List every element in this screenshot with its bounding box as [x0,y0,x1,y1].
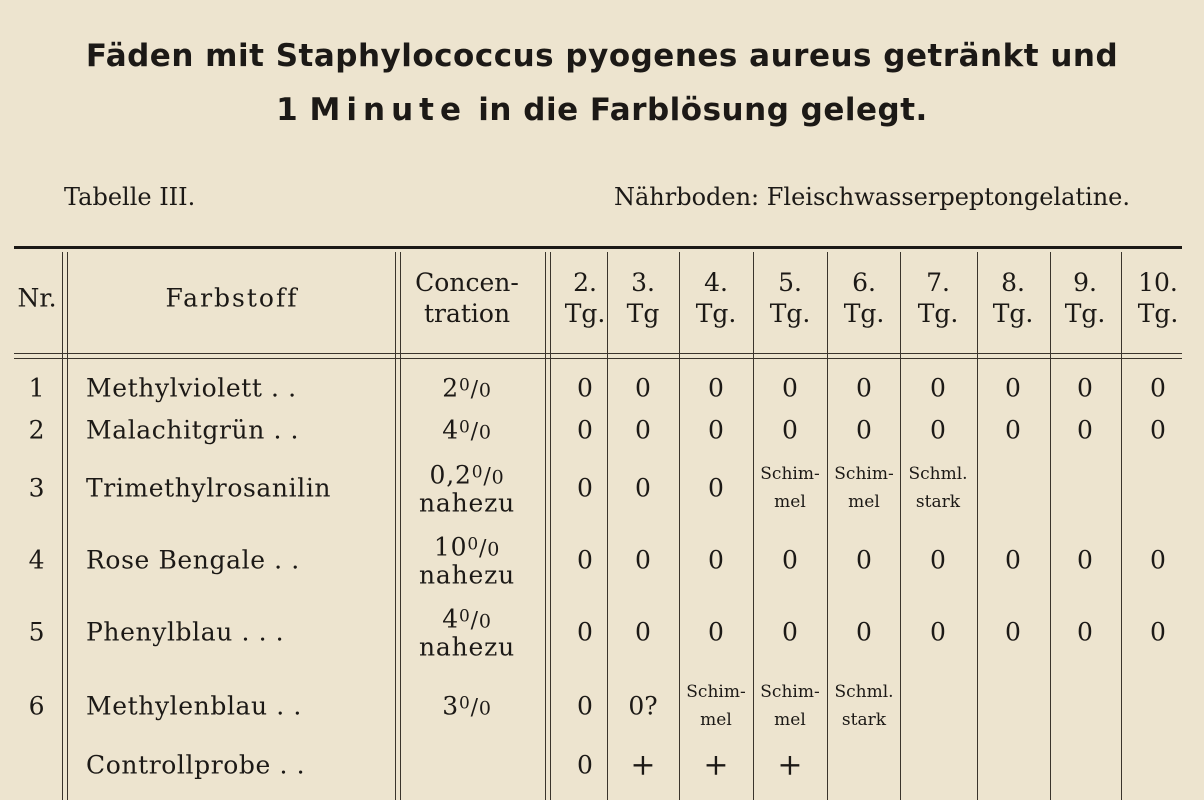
day-6-observation: Schim- mel [834,464,894,512]
dye-name: Controllprobe . . [86,750,306,780]
day-8-value: 0 [1005,617,1021,647]
column-divider [607,252,608,800]
culture-medium-label: Nährboden: Fleischwasserpeptongelatine. [613,183,1130,211]
day-6-observation: Schml. stark [834,682,894,730]
concentration-value: $4^0/0$ [442,415,492,445]
day-7-value: 0 [930,415,946,445]
day-5-value: 0 [782,373,798,403]
day-6-value: 0 [856,373,872,403]
column-divider [1050,252,1051,800]
row-number: 4 [28,545,46,575]
header-dye: Farbstoff [165,283,299,313]
day-2-value: 0 [577,473,593,503]
title-spaced-word: Minute [309,92,467,128]
column-divider [827,252,828,800]
concentration-value: $2^0/0$ [442,373,492,403]
table-title-line-2 [0,92,1204,128]
table-title-line-1: Fäden mit Staphylococcus pyogenes aureus getränkt und [85,38,1119,74]
header-day-2: 2. Tg. [564,268,606,328]
day-7-value: 0 [930,545,946,575]
day-8-value: 0 [1005,415,1021,445]
table-number-label: Tabelle III. [64,183,196,211]
day-10-value: 0 [1150,415,1166,445]
day-4-value: 0 [708,617,724,647]
day-3-value: 0 [635,373,651,403]
day-4-value: 0 [708,415,724,445]
row-number: 1 [28,373,46,403]
row-number: 6 [28,691,46,721]
day-8-value: 0 [1005,545,1021,575]
day-3-value: 0 [635,545,651,575]
day-5-observation: Schim- mel [760,682,820,730]
column-divider [1121,252,1122,800]
day-2-value: 0 [577,617,593,647]
header-rule-2 [14,358,1182,359]
day-9-value: 0 [1077,373,1093,403]
column-divider [67,252,68,800]
day-9-value: 0 [1077,415,1093,445]
day-2-value: 0 [577,373,593,403]
concentration-value: $3^0/0$ [442,691,492,721]
day-5-value: 0 [782,617,798,647]
day-3-value: 0 [635,473,651,503]
day-5-value: 0 [782,415,798,445]
column-divider [400,252,401,800]
header-rule-1 [14,353,1182,354]
row-number: 2 [28,415,46,445]
day-7-value: 0 [930,617,946,647]
day-8-value: 0 [1005,373,1021,403]
day-2-value: 0 [577,545,593,575]
day-5-value: 0 [782,545,798,575]
top-rule [14,246,1182,249]
day-4-observation: Schim- mel [686,682,746,730]
row-number: 3 [28,473,46,503]
header-day-4: 4. Tg. [695,268,737,328]
column-divider [62,252,63,800]
header-day-9: 9. Tg. [1064,268,1106,328]
header-day-5: 5. Tg. [769,268,811,328]
row-number: 5 [28,617,46,647]
day-10-value: 0 [1150,617,1166,647]
title-number: 1 [276,92,299,128]
column-divider [395,252,396,800]
column-divider [900,252,901,800]
column-divider [550,252,551,800]
column-divider [977,252,978,800]
dye-name: Methylviolett . . [86,373,297,403]
header-day-7: 7. Tg. [917,268,959,328]
concentration-value: $4^0/0$ [442,604,492,634]
day-4-value: 0 [708,373,724,403]
column-divider [679,252,680,800]
day-4-value: 0 [708,473,724,503]
header-nr: Nr. [17,283,57,313]
header-day-10: 10. Tg. [1137,268,1179,328]
day-3-value: 0 [635,415,651,445]
header-day-6: 6. Tg. [843,268,885,328]
day-6-value: 0 [856,415,872,445]
concentration-note: nahezu [419,632,515,662]
dye-name: Phenylblau . . . [86,617,285,647]
column-divider [753,252,754,800]
header-concentration: Concen- tration [415,268,519,328]
day-6-value: 0 [856,545,872,575]
day-7-value: 0 [930,373,946,403]
concentration-value: $10^0/0$ [433,532,501,562]
dye-name: Malachitgrün . . [86,415,300,445]
concentration-note: nahezu [419,560,515,590]
title-rest: in die Farblösung gelegt. [478,92,928,128]
day-2-value: 0 [577,415,593,445]
day-3-value: 0? [628,691,658,721]
header-day-8: 8. Tg. [992,268,1034,328]
header-day-3: 3. Tg [626,268,660,328]
day-3-value: + [630,747,656,783]
dye-name: Trimethylrosanilin [86,473,332,503]
day-4-value: + [703,747,729,783]
dye-name: Methylenblau . . [86,691,302,721]
day-4-value: 0 [708,545,724,575]
dye-name: Rose Bengale . . [86,545,300,575]
concentration-note: nahezu [419,488,515,518]
day-10-value: 0 [1150,373,1166,403]
day-10-value: 0 [1150,545,1166,575]
concentration-value: $0,2^0/0$ [429,460,505,490]
column-divider [545,252,546,800]
day-3-value: 0 [635,617,651,647]
day-2-value: 0 [577,750,593,780]
day-9-value: 0 [1077,545,1093,575]
day-5-value: + [777,747,803,783]
day-2-value: 0 [577,691,593,721]
day-5-observation: Schim- mel [760,464,820,512]
day-7-observation: Schml. stark [908,464,968,512]
day-9-value: 0 [1077,617,1093,647]
day-6-value: 0 [856,617,872,647]
